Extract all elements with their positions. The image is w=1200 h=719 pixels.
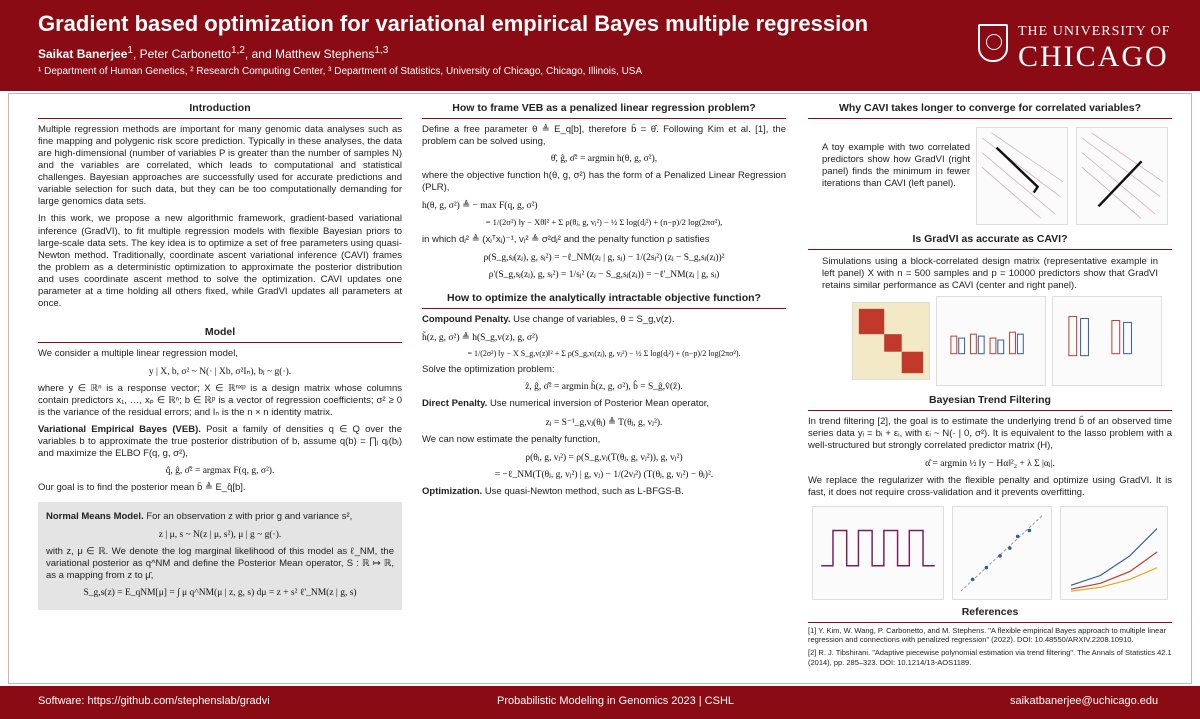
optimize-equation-3: ẑ, ĝ, σ̂² = argmin h̃(z, g, σ²), b̂ = S_ĝ,v̂(ẑ). bbox=[525, 382, 683, 393]
optimization-paragraph: Optimization. Use quasi-Newton method, such as L-BFGS-B. bbox=[422, 485, 684, 497]
author-list: Saikat Banerjee$^1$, Peter Carbonetto$^{1,2}$, and Matthew Stephens$^{1,3}$ bbox=[38, 45, 389, 61]
frame-equation-3: = 1/(2σ²) ‖y − Xθ‖² + Σ ρ(θⱼ, g, vⱼ²) − ½ Σ log(dⱼ²) + (n−p)/2 log(2πσ²), bbox=[485, 217, 723, 228]
author-3: Matthew Stephens bbox=[274, 47, 375, 61]
software-link[interactable]: Software: https://github.com/stephenslab/gradvi bbox=[38, 695, 270, 707]
correlation-heatmap bbox=[852, 302, 930, 380]
affiliations: ¹ Department of Human Genetics, ² Research Computing Center, ³ Department of Statistics, University of Chicago, Chicago, Illinois, USA bbox=[38, 66, 643, 77]
intro-paragraph-2: In this work, we propose a new algorithmic framework, gradient-based variational inference (GradVI), to fit multiple regression models with flexible Bayesian priors to large-scale data sets. The key idea is to optimize a set of free parameters using quasi-Newton method. Traditionally, coordinate ascent variational inference (CAVI) frames the problem as a deterministic optimization to approximate the posterior distribution and uses coordinate ascent method to solve the optimization. CAVI updates one parameter at a time holding all others fixed, while GradVI updates all parameters at once. bbox=[38, 213, 402, 309]
intro-paragraph-1: Multiple regression methods are important for many genomic data analyses such as fine mapping and polygenic risk score prediction. Typically in these analyses, the data are high-dimensional (number of variables P is greater than the number of samples N) and the variables are correlated, which leads to computational and statistical challenges. Bayesian approaches are successfully used for accurate predictions and variable selection for such data, but they can be too computationally demanding for large genomics data sets. bbox=[38, 124, 402, 208]
nm-equation-1: z | μ, s ~ N(z | μ, s²), μ | g ~ g(·). bbox=[158, 529, 282, 540]
optimize-equation-6: = −ℓ_NM(T(θⱼ, g, vⱼ²) | g, vⱼ) − 1/(2vⱼ²) (T(θⱼ, g, vⱼ²) − θⱼ)². bbox=[494, 469, 714, 480]
shield-icon bbox=[978, 24, 1008, 62]
section-heading-model: Model bbox=[38, 324, 402, 343]
optimize-equation-5: ρ(θⱼ, g, vⱼ²) = ρ(S_g,vⱼ(T(θⱼ, g, vⱼ²)), g, vⱼ²) bbox=[525, 452, 683, 463]
author-1: Saikat Banerjee bbox=[38, 47, 128, 61]
normal-means-box bbox=[38, 502, 402, 609]
nm-paragraph-1: Normal Means Model. For an observation z with prior g and variance s², bbox=[46, 511, 353, 523]
cavi-contour-plot bbox=[976, 127, 1068, 225]
column-left bbox=[38, 100, 402, 610]
compound-paragraph: Compound Penalty. Use change of variables, θ = S_g,v(z). bbox=[422, 314, 675, 326]
accuracy-figures bbox=[808, 292, 1172, 392]
veb-paragraph: Variational Empirical Bayes (VEB). Posit a family of densities q ∈ Q over the variables b to approximate the true posterior distribution of b, assume q(b) = ∏ⱼ qⱼ(bⱼ) and maximize the ELBO F(q, g, σ²), bbox=[38, 424, 402, 460]
model-paragraph-1: We consider a multiple linear regression model, bbox=[38, 347, 238, 359]
frame-equation-5: ρ'(S_g,sⱼ(zⱼ), g, sⱼ²) = 1/sⱼ² (zⱼ − S_g,sⱼ(zⱼ)) = −ℓ'_NM(zⱼ | g, sⱼ) bbox=[488, 270, 720, 281]
reference-item: [2] R. J. Tibshirani. "Adaptive piecewise polynomial estimation via trend filtering". The Annals of Statistics 42.1 (2014), pp. 285–323. DOI: 10.1214/13-AOS1189. bbox=[808, 648, 1172, 667]
poster-footer bbox=[0, 686, 1200, 719]
trend-figures bbox=[808, 500, 1172, 604]
column-right bbox=[808, 100, 1172, 668]
logo-line-1: THE UNIVERSITY OF bbox=[1018, 24, 1171, 39]
section-heading-trend: Bayesian Trend Filtering bbox=[808, 392, 1172, 411]
goal-paragraph: Our goal is to find the posterior mean b̄ ≜ E_q̂[b]. bbox=[38, 482, 246, 494]
cavi-text: A toy example with two correlated predictors show how GradVI (right panel) finds the minimum in fewer iterations than CAVI (left panel). bbox=[822, 142, 970, 190]
optimize-paragraph-1: Solve the optimization problem: bbox=[422, 364, 555, 376]
direct-paragraph: Direct Penalty. Use numerical inversion of Posterior Mean operator, bbox=[422, 398, 710, 410]
poster-title: Gradient based optimization for variational empirical Bayes multiple regression bbox=[38, 11, 869, 36]
trend-scatter-plot bbox=[952, 506, 1052, 600]
section-heading-cavi: Why CAVI takes longer to converge for correlated variables? bbox=[808, 100, 1172, 119]
trend-filter-plot bbox=[812, 506, 944, 600]
optimize-equation-2: = 1/(2σ²) ‖y − X S_g,v(z)‖² + Σ ρ(S_g,vⱼ(zⱼ), g, vⱼ²) − ½ Σ log(dⱼ²) + (n−p)/2 log(2πσ²). bbox=[467, 349, 741, 359]
reference-item: [1] Y. Kim, W. Wang, P. Carbonetto, and M. Stephens. "A flexible empirical Bayes approach to multiple linear regression and connections with penalized regression" (2022). DOI: 10.48550/ARXIV.2208.10910. bbox=[808, 625, 1166, 645]
poster-header bbox=[0, 0, 1200, 91]
frame-equation-1: θ̂, ĝ, σ̂² = argmin h(θ, g, σ²), bbox=[550, 154, 658, 165]
section-heading-accurate: Is GradVI as accurate as CAVI? bbox=[808, 231, 1172, 250]
optimize-equation-1: h̃(z, g, σ²) ≜ h(S_g,v(z), g, σ²) bbox=[422, 333, 538, 344]
nm-equation-2: S_g,s(z) = E_qNM[μ] = ∫ μ q^NM(μ | z, g, s) dμ = z + s² ℓ'_NM(z | g, s) bbox=[83, 587, 357, 598]
optimize-equation-4: zⱼ = S⁻¹_g,vⱼ(θⱼ) ≜ T(θⱼ, g, vⱼ²). bbox=[545, 417, 663, 428]
trend-paragraph-1: In trend filtering [2], the goal is to estimate the underlying trend b̂ of an observed time series data yᵢ = bᵢ + εᵢ, with εᵢ ~ N(· | 0, σ²). It is equivalent to the lasso problem with a well-structured but strongly correlated predictor matrix (H), bbox=[808, 416, 1172, 452]
accuracy-boxplot-2 bbox=[1052, 296, 1162, 386]
accuracy-boxplot-1 bbox=[936, 296, 1046, 386]
trend-equation: α̂ = argmin ½ ‖y − Hα‖²₂ + λ Σ |αⱼ|. bbox=[925, 459, 1055, 470]
model-equation-2: q̂, ĝ, σ̂² = argmax F(q, g, σ²). bbox=[165, 466, 275, 477]
frame-paragraph-3: in which dⱼ² ≜ (xⱼᵀxⱼ)⁻¹, vⱼ² ≜ σ²dⱼ² and the penalty function ρ satisfies bbox=[422, 234, 710, 246]
accurate-text: Simulations using a block-correlated design matrix (representative example in left panel) X with n = 500 samples and p = 10000 predictors show that GradVI retains similar performance as CAVI (center and right panel). bbox=[822, 256, 1158, 292]
author-2: Peter Carbonetto bbox=[139, 47, 232, 61]
trend-runtime-plot bbox=[1060, 506, 1168, 600]
university-logo bbox=[978, 22, 1178, 74]
optimize-paragraph-2: We can now estimate the penalty function, bbox=[422, 433, 601, 445]
section-heading-optimize: How to optimize the analytically intractable objective function? bbox=[422, 290, 786, 309]
email-link[interactable]: saikatbanerjee@uchicago.edu bbox=[1010, 695, 1159, 707]
section-heading-introduction: Introduction bbox=[38, 100, 402, 119]
trend-paragraph-2: We replace the regularizer with the flexible penalty and optimize using GradVI. It is fast, it does not require cross-validation and it prevents overfitting. bbox=[808, 475, 1172, 499]
frame-equation-2: h(θ, g, σ²) ≜ − max F(q, g, σ²) bbox=[422, 201, 538, 212]
gradvi-contour-plot bbox=[1076, 127, 1168, 225]
column-middle bbox=[422, 100, 786, 498]
frame-paragraph-2: where the objective function h(θ, g, σ²) has the form of a Penalized Linear Regression (PLR), bbox=[422, 170, 786, 194]
logo-line-2: CHICAGO bbox=[1018, 40, 1169, 73]
nm-paragraph-2: with z, μ ∈ ℝ. We denote the log marginal likelihood of this model as ℓ_NM, the variational posterior as q^NM and define the Posterior Mean operator, S : ℝ ↦ ℝ, as a mapping from z to μ̄, bbox=[46, 545, 394, 581]
model-equation-1: y | X, b, σ² ~ N(· | Xb, σ²Iₙ), bⱼ ~ g(·). bbox=[148, 367, 292, 377]
conference-label: Probabilistic Modeling in Genomics 2023 | CSHL bbox=[497, 695, 735, 707]
section-heading-references: References bbox=[808, 604, 1172, 623]
reference-list bbox=[808, 626, 1172, 668]
frame-equation-4: ρ(S_g,sⱼ(zⱼ), g, sⱼ²) = −ℓ_NM(zⱼ | g, sⱼ) − 1/(2sⱼ²) (zⱼ − S_g,sⱼ(zⱼ))² bbox=[483, 253, 725, 264]
section-heading-frame: How to frame VEB as a penalized linear regression problem? bbox=[422, 100, 786, 119]
cavi-block bbox=[808, 119, 1172, 231]
model-paragraph-2: where y ∈ ℝⁿ is a response vector; X ∈ ℝⁿˣᵖ is a design matrix whose columns contain predictors x₁, …, xₚ ∈ ℝⁿ; b ∈ ℝᵖ is a vector of regression coefficients; σ² ≥ 0 is the variance of the residual errors; and Iₙ is the n × n identity matrix. bbox=[38, 383, 402, 419]
frame-paragraph-1: Define a free parameter θ ≜ E_q[b], therefore b̂ = θ̂. Following Kim et al. [1], the problem can be solved using, bbox=[422, 124, 786, 148]
